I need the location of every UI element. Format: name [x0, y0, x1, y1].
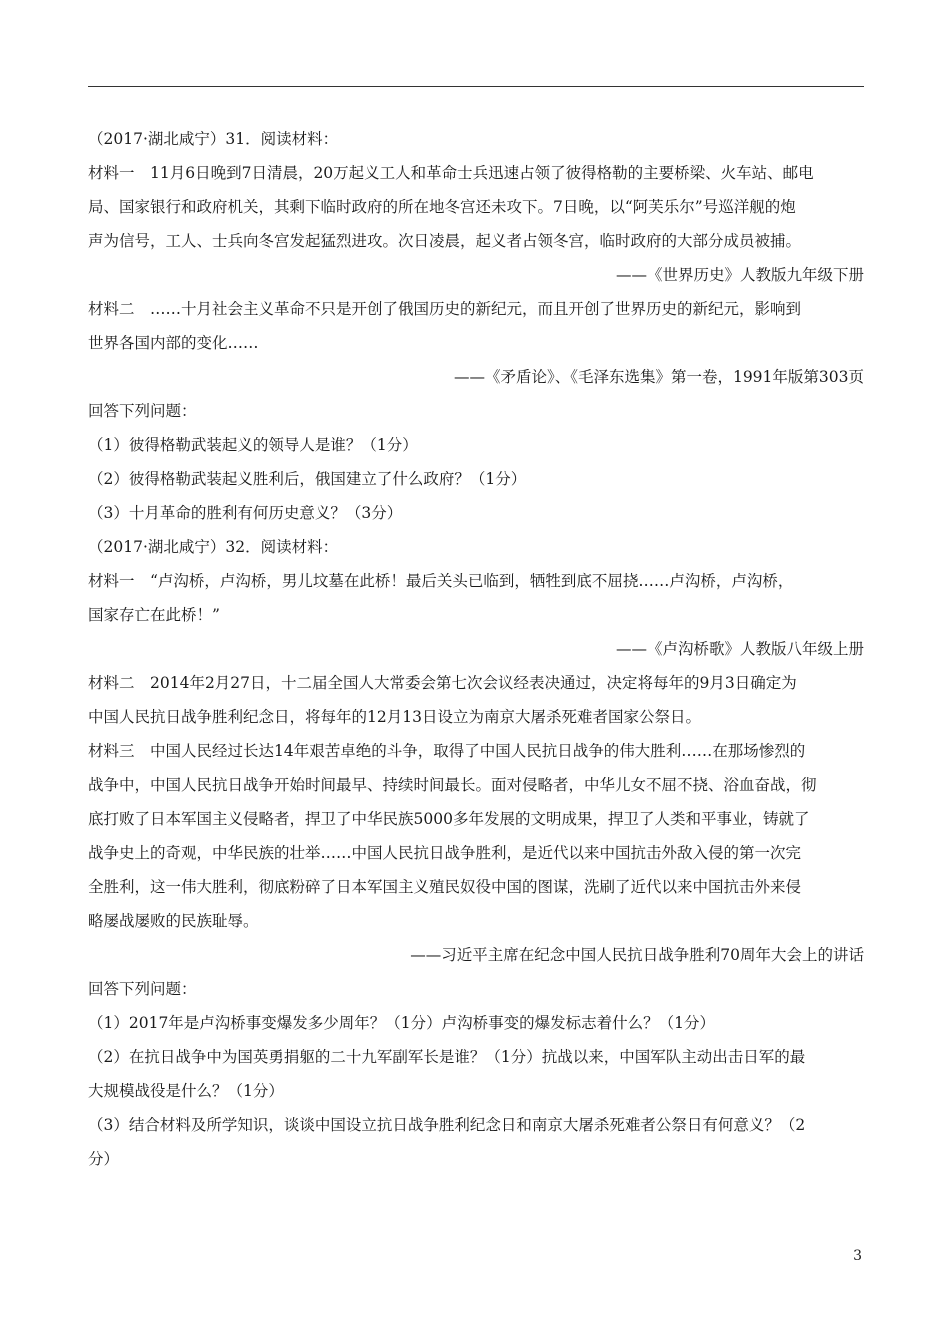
- q32-prompt: 回答下列问题：: [88, 980, 197, 998]
- q31-question-2: （2）彼得格勒武装起义胜利后，俄国建立了什么政府？（1分）: [88, 470, 527, 488]
- page-number: 3: [853, 1248, 862, 1264]
- q32-material3-line2: 战争中，中国人民抗日战争开始时间最早、持续时间最长。面对侵略者，中华儿女不屈不挠、浴血奋战，彻: [88, 776, 817, 794]
- q32-material3-line5: 全胜利，这一伟大胜利，彻底粉碎了日本军国主义殖民奴役中国的图谋，洗刷了近代以来中国抗击外来侵: [88, 878, 802, 896]
- q32-heading: （2017·湖北咸宁）32．阅读材料：: [88, 538, 339, 556]
- q31-material2-line2: 世界各国内部的变化……: [88, 334, 259, 352]
- q31-question-1: （1）彼得格勒武装起义的领导人是谁？（1分）: [88, 436, 418, 454]
- q31-material2-source: ——《矛盾论》、《毛泽东选集》第一卷，1991年版第303页: [453, 368, 864, 386]
- q32-material2-line1: 材料二 2014年2月27日，十二届全国人大常委会第七次会议经表决通过，决定将每年的9月3日确定为: [88, 674, 797, 692]
- q32-material3-line4: 战争史上的奇观，中华民族的壮举……中国人民抗日战争胜利，是近代以来中国抗击外敌入侵的第一次完: [88, 844, 802, 862]
- q31-prompt: 回答下列问题：: [88, 402, 197, 420]
- q32-question-1: （1）2017年是卢沟桥事变爆发多少周年？（1分）卢沟桥事变的爆发标志着什么？（1分）: [88, 1014, 716, 1032]
- q32-material1-source: ——《卢沟桥歌》人教版八年级上册: [615, 640, 864, 658]
- q32-material3-line6: 略屡战屡败的民族耻辱。: [88, 912, 259, 930]
- q32-question-2-line1: （2）在抗日战争中为国英勇捐躯的二十九军副军长是谁？（1分）抗战以来，中国军队主动出击日军的最: [88, 1048, 806, 1066]
- q31-question-3: （3）十月革命的胜利有何历史意义？（3分）: [88, 504, 403, 522]
- q31-material2-line1: 材料二 ……十月社会主义革命不只是开创了俄国历史的新纪元，而且开创了世界历史的新纪元，影响到: [88, 300, 802, 318]
- q32-material3-line1: 材料三 中国人民经过长达14年艰苦卓绝的斗争，取得了中国人民抗日战争的伟大胜利……在那场惨烈的: [88, 742, 806, 760]
- q31-material1-line3: 声为信号，工人、士兵向冬宫发起猛烈进攻。次日凌晨，起义者占领冬宫，临时政府的大部分成员被捕。: [88, 232, 802, 250]
- q32-material3-source: ——习近平主席在纪念中国人民抗日战争胜利70周年大会上的讲话: [410, 946, 864, 964]
- q32-material1-line1: 材料一 “卢沟桥，卢沟桥，男儿坟墓在此桥！最后关头已临到，牺牲到底不屈挠……卢沟桥，卢沟桥，: [88, 572, 794, 590]
- header-rule: [88, 86, 864, 87]
- q32-material2-line2: 中国人民抗日战争胜利纪念日，将每年的12月13日设立为南京大屠杀死难者国家公祭日。: [88, 708, 701, 726]
- q32-material3-line3: 底打败了日本军国主义侵略者，捍卫了中华民族5000多年发展的文明成果，捍卫了人类和平事业，铸就了: [88, 810, 810, 828]
- q31-material1-line2: 局、国家银行和政府机关，其剩下临时政府的所在地冬宫还未攻下。7日晚，以“阿芙乐尔”号巡洋舰的炮: [88, 198, 796, 216]
- q32-question-3-line1: （3）结合材料及所学知识，谈谈中国设立抗日战争胜利纪念日和南京大屠杀死难者公祭日有何意义？（2: [88, 1116, 806, 1134]
- document-body: [88, 122, 864, 1176]
- q31-material1-source: ——《世界历史》人教版九年级下册: [615, 266, 864, 284]
- q31-heading: （2017·湖北咸宁）31．阅读材料：: [88, 130, 339, 148]
- q31-material1-line1: 材料一 11月6日晚到7日清晨，20万起义工人和革命士兵迅速占领了彼得格勒的主要桥梁、火车站、邮电: [88, 164, 814, 182]
- q32-question-2-line2: 大规模战役是什么？（1分）: [88, 1082, 284, 1100]
- q32-question-3-line2: 分）: [88, 1150, 120, 1168]
- q32-material1-line2: 国家存亡在此桥！”: [88, 606, 220, 624]
